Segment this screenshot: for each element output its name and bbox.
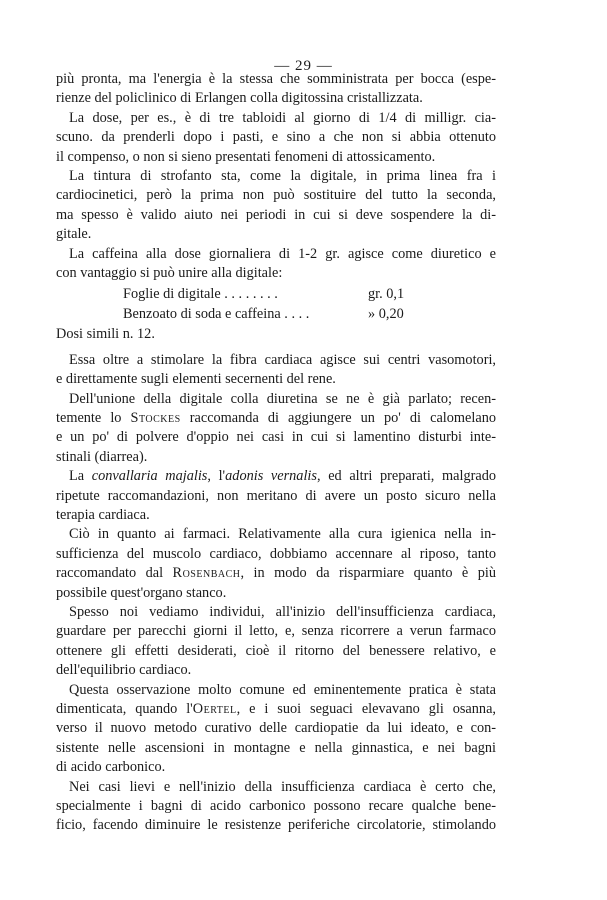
text-line: possibile quest'organo stanco. [56, 584, 227, 601]
text-line: specialmente i bagni di acido carbonico possono recare qualche bene- [56, 798, 496, 815]
text-line: gitale. [56, 226, 92, 243]
text-line: Dell'unione della digitale colla diuretina se ne è già parlato; recen- [69, 390, 496, 407]
page-number: — 29 — [274, 58, 333, 74]
text-line: Nei casi lievi e nell'inizio della insufficienza cardiaca è certo che, [69, 778, 496, 795]
text-line: La convallaria majalis, l'adonis vernalis, ed altri preparati, malgrado [69, 468, 496, 485]
text-line: cardiocinetici, però la prima non può sostituire del tutto la seconda, [56, 187, 496, 204]
formula-row [123, 285, 423, 304]
formula-ingredient: Foglie di digitale . . . . . . . . [123, 286, 278, 303]
text-line: La caffeina alla dose giornaliera di 1-2 gr. agisce come diuretico e [69, 245, 496, 262]
text-line: sufficienza del muscolo cardiaco, dobbiamo accennare al riposo, tanto [56, 545, 496, 562]
text-line: verso il nuovo metodo curativo delle cardiopatie da lui ideato, e con- [56, 720, 496, 737]
text-line: ficio, facendo diminuire le resistenze periferiche circolatorie, stimolando [56, 817, 496, 834]
text-line: dell'equilibrio cardiaco. [56, 662, 192, 679]
text-line: con vantaggio si può unire alla digitale: [56, 265, 283, 282]
author-name: Stockes [130, 409, 181, 426]
text-line: sistente nelle ascensioni in montagne e nella ginnastica, e nei bagni [56, 739, 496, 756]
text-line: scuno. da prenderli dopo i pasti, e sino a che non si abbia ottenuto [56, 129, 496, 146]
text-line: e un po' di polvere d'oppio nei casi in cui si lamentino disturbi inte- [56, 429, 496, 446]
text-line: più pronta, ma l'energia è la stessa che somministrata per bocca (espe- [56, 71, 496, 87]
text-line: Spesso noi vediamo individui, all'inizio dell'insufficienza cardiaca, [69, 603, 496, 620]
text-line: rienze del policlinico di Erlangen colla digitossina cristallizzata. [56, 90, 423, 107]
plant-name: adonis vernalis [225, 468, 317, 485]
formula-ingredient: Benzoato di soda e caffeina . . . . [123, 305, 310, 322]
text-line: il compenso, o non si sieno presentati fenomeni di attossicamento. [56, 148, 436, 165]
text-line: temente lo Stockes raccomanda di aggiungere un po' di calomelano [56, 409, 496, 426]
formula-dose: » 0,20 [368, 305, 404, 322]
text-line: terapia cardiaca. [56, 506, 150, 523]
text-line: dimenticata, quando l'Oertel, e i suoi seguaci elevavano gli osanna, [56, 701, 496, 717]
prescription-formula [123, 285, 423, 324]
text-line: stinali (diarrea). [56, 448, 148, 465]
text-line: Questa osservazione molto comune ed eminentemente pratica è stata [69, 681, 496, 698]
plant-name: convallaria majalis [91, 468, 208, 485]
text-line: La tintura di strofanto sta, come la digitale, in prima linea fra i [69, 168, 496, 185]
text-line: Dosi simili n. 12. [56, 326, 155, 343]
formula-row [123, 305, 423, 324]
text-line: Ciò in quanto ai farmaci. Relativamente alla cura igienica nella in- [69, 526, 496, 543]
text-line: ma spesso è valido aiuto nei periodi in cui si deve sospendere la di- [56, 206, 496, 223]
text-line: ottenere gli effetti desiderati, cioè il ritorno del benessere relativo, e [56, 642, 496, 659]
formula-dose: gr. 0,1 [368, 286, 405, 303]
author-name: Oertel [192, 701, 237, 717]
text-line: ripetute raccomandazioni, non meritano di avere un posto sicuro nella [56, 487, 496, 504]
text-line: e direttamente sugli elementi secernenti del rene. [56, 371, 336, 388]
author-name: Rosenbach [172, 565, 241, 582]
text-line: raccomandato dal Rosenbach, in modo da risparmiare quanto è più [56, 565, 496, 582]
text-line: guardare per parecchi giorni il letto, e, senza ricorrere a verun farmaco [56, 623, 496, 640]
body-text [56, 70, 496, 836]
text-line: La dose, per es., è di tre tabloidi al giorno di 1/4 di milligr. cia- [69, 109, 496, 126]
text-line: di acido carbonico. [56, 759, 166, 776]
text-line: Essa oltre a stimolare la fibra cardiaca agisce sui centri vasomotori, [69, 351, 496, 368]
